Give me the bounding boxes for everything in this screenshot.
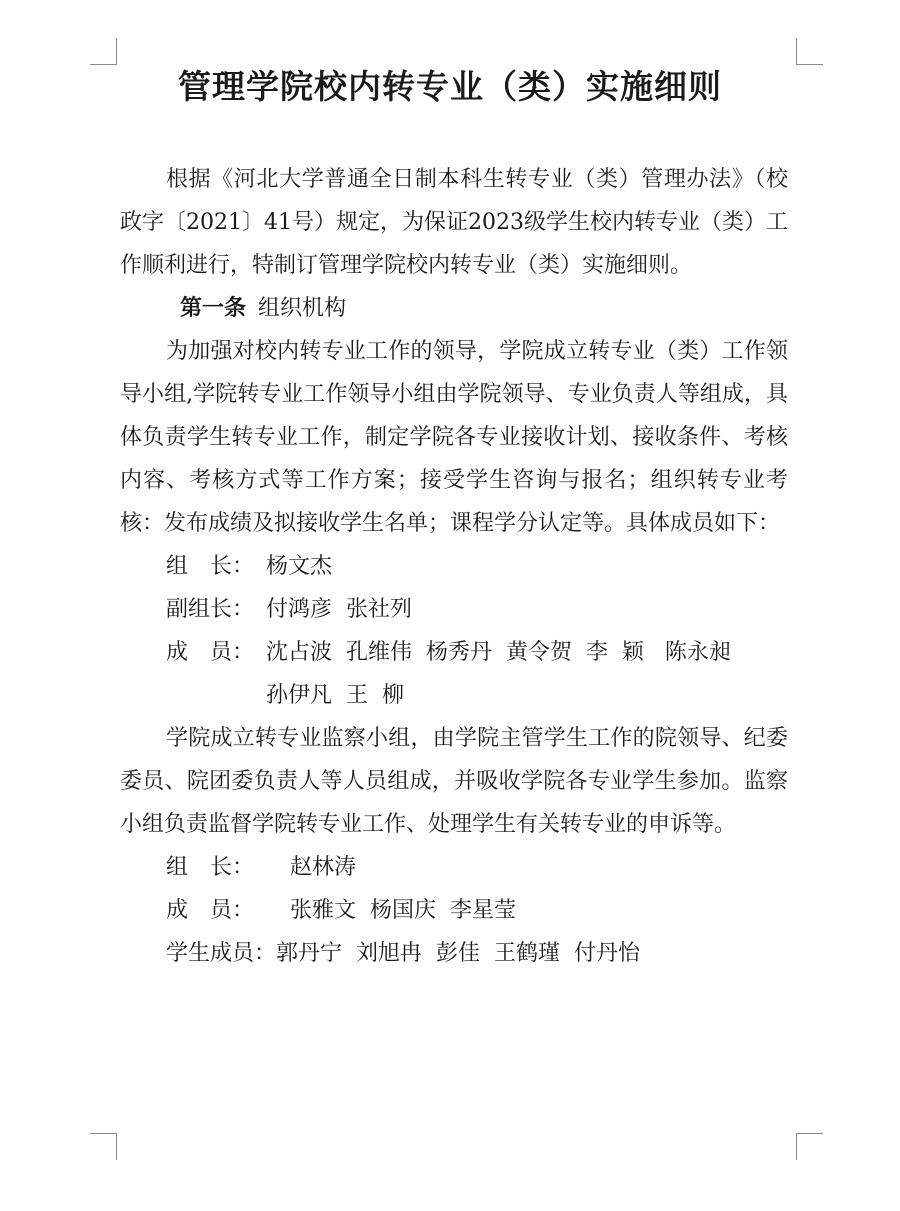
article-1-paragraph-2: 学院成立转专业监察小组，由学院主管学生工作的院领导、纪委委员、院团委负责人等人员组成，并吸收学院各专业学生参加。监察小组负责监督学院转专业工作、处理学生有关转专业的申诉等。 [120,726,788,837]
document-body [120,158,788,975]
crop-mark-bottom-right [796,1133,823,1160]
leading-group-members-row [120,631,788,674]
leader-label: 组 长： [166,554,255,579]
leading-group-leader-row [120,545,788,588]
student-members-names: 郭丹宁 刘旭冉 彭佳 王鹤瑾 付丹怡 [276,941,640,966]
supervision-members-names: 张雅文 杨国庆 李星莹 [290,898,516,923]
supervision-leader-name: 赵林涛 [290,855,357,880]
crop-mark-bottom-left [90,1133,117,1160]
leader-name: 杨文杰 [266,554,333,579]
crop-mark-top-right [796,38,823,65]
article-1-paragraph-1: 为加强对校内转专业工作的领导，学院成立转专业（类）工作领导小组,学院转专业工作领导小组由学院领导、专业负责人等组成，具体负责学生转专业工作，制定学院各专业接收计划、接收条件、考核内容、考核方式等工作方案；接受学生咨询与报名；组织转专业考核：发布成绩及拟接收学生名单；课程学分认定等。具体成员如下： [120,339,788,536]
article-1-label: 第一条 [180,296,247,321]
document-title: 管理学院校内转专业（类）实施细则 [178,67,722,106]
intro-paragraph: 根据《河北大学普通全日制本科生转专业（类）管理办法》（校政字〔2021〕41号）规定，为保证2023级学生校内转专业（类）工作顺利进行，特制订管理学院校内转专业（类）实施细则。 [120,167,788,278]
leading-group-members-row-2 [120,674,788,717]
supervision-leader-row [120,846,788,889]
crop-mark-top-left [90,38,117,65]
article-1-heading [120,287,788,330]
article-1-title: 组织机构 [258,296,347,321]
members-names-line-2: 孙伊凡 王 柳 [266,683,404,708]
members-names-line-1: 沈占波 孔维伟 杨秀丹 黄令贺 李 颖 陈永昶 [266,640,731,665]
supervision-leader-label: 组 长： [166,855,255,880]
members-label: 成 员： [166,640,255,665]
leading-group-deputy-row [120,588,788,631]
supervision-members-label: 成 员： [166,898,255,923]
student-members-label: 学生成员： [166,941,277,966]
deputy-names: 付鸿彦 张社列 [266,597,412,622]
supervision-students-row [120,932,788,975]
supervision-members-row [120,889,788,932]
deputy-label: 副组长： [166,597,255,622]
